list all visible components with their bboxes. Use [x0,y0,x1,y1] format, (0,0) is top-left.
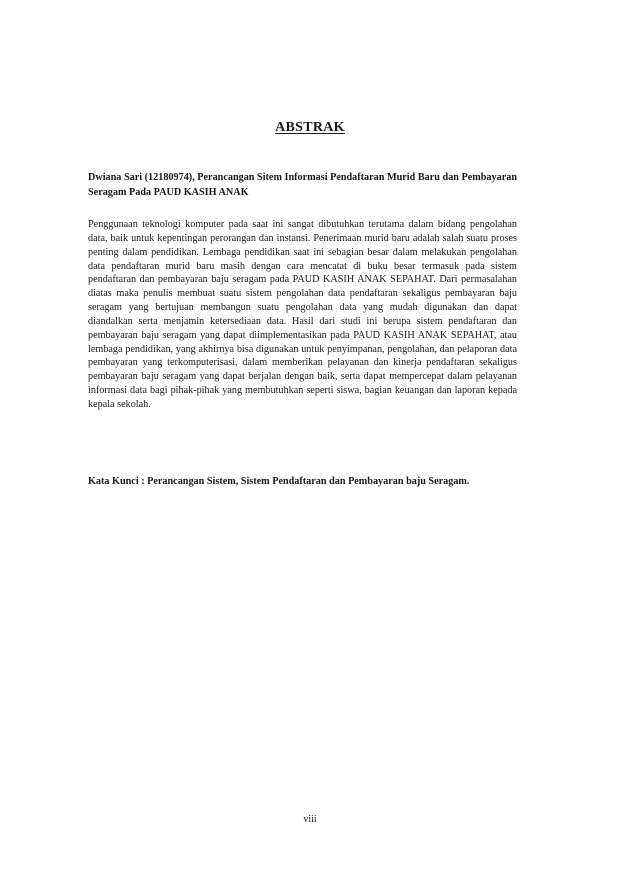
page-number: viii [303,814,317,825]
author-line: Dwiana Sari (12180974), Perancangan Sitem Informasi Pendaftaran Murid Baru dan Pembayaran Seragam Pada PAUD KASIH ANAK [88,172,517,198]
keywords-line: Kata Kunci : Perancangan Sistem, Sistem Pendaftaran dan Pembayaran baju Seragam. [88,476,470,487]
page-title: ABSTRAK [275,120,345,135]
abstract-paragraph: Penggunaan teknologi komputer pada saat ini sangat dibutuhkan terutama dalam bidang pengolahan data, baik untuk kepentingan perorangan dan instansi. Penerimaan murid baru adalah salah suatu proses penting dalam pendidikan. Lembaga pendidikan saat ini sebagian besar dalam melakukan pengolahan data pendaftaran murid baru masih dengan cara mencatat di buku besar termasuk pada sistem pendaftaran dan pembayaran baju seragam pada PAUD KASIH ANAK SEPAHAT. Dari permasalahan diatas maka penulis membuat suatu sistem pengolahan data pendaftaran sekaligus pembayaran baju seragam yang bertujuan membangun suatu pengolahan data yang mudah digunakan dan dapat diandalkan serta menjamin ketersediaan data. Hasil dari studi ini berupa sistem pendaftaran dan pembayaran baju seragam yang dapat diimplementasikan pada PAUD KASIH ANAK SEPAHAT, atau lembaga pendidikan, yang akhirnya bisa digunakan untuk penyimpanan, pengolahan, dan pelaporan data pembayaran yang terkomputerisasi, dalam memberikan pelayanan dan kinerja pendaftaran sekaligus pembayaran baju seragam yang dapat berjalan dengan baik, serta dapat mempercepat dalam pelayanan informasi data bagi pihak-pihak yang membutuhkan seperti siswa, bagian keuangan dan laporan kepada kepala sekolah. [88,219,517,410]
